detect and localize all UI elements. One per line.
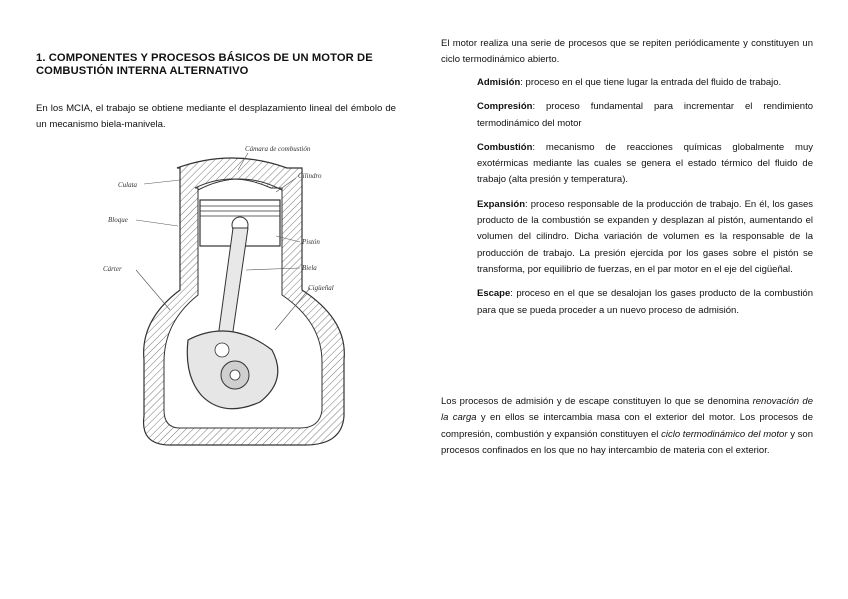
item-text: : proceso en el que tiene lugar la entrada del fluido de trabajo. — [520, 77, 782, 88]
engine-diagram — [100, 140, 365, 455]
closing-italic-1: renovación de la carga — [441, 396, 813, 424]
intro-paragraph: En los MCIA, el trabajo se obtiene mediante el desplazamiento lineal del émbolo de un mecanismo biela-manivela. — [36, 103, 396, 130]
label-cilindro: Cilindro — [298, 172, 322, 180]
label-camara: Cámara de combustión — [245, 145, 311, 153]
processes-intro: El motor realiza una serie de procesos que se repiten periódicamente y constituyen un ciclo termodinámico abierto. — [441, 38, 813, 66]
list-item — [477, 75, 813, 91]
item-term: Compresión — [477, 101, 533, 113]
closing-text-3: y son procesos confinados en los que no hay intercambio de materia con el exterior. — [441, 428, 813, 456]
item-term: Admisión — [477, 77, 521, 88]
heading-line-1: 1. COMPONENTES Y PROCESOS BÁSICOS DE UN MOTOR DE — [36, 52, 373, 64]
item-term: Escape — [477, 288, 511, 300]
item-term: Combustión — [477, 141, 533, 153]
label-ciguenal: Cigüeñal — [308, 284, 334, 292]
closing-text-2: y en ellos se intercambia masa con el exterior del motor. Los procesos de compresión, combustión y expansión constituyen el — [441, 412, 813, 440]
list-item — [477, 286, 813, 319]
list-item — [477, 197, 813, 278]
heading-line-2: COMBUSTIÓN INTERNA ALTERNATIVO — [36, 64, 249, 77]
closing-text-1: Los procesos de admisión y de escape constituyen lo que se denomina — [441, 396, 753, 407]
closing-paragraph — [441, 394, 813, 459]
item-text: : proceso en el que se desalojan los gases producto de la combustión para que se pueda proceder a un nuevo proceso de admisión. — [477, 288, 813, 316]
list-item — [477, 99, 813, 132]
section-heading — [36, 52, 406, 77]
item-text: : proceso fundamental para incrementar el rendimiento termodinámico del motor — [477, 101, 813, 129]
label-bloque: Bloque — [108, 216, 128, 224]
closing-italic-2: ciclo termodinámico del motor — [661, 428, 788, 440]
list-item — [477, 140, 813, 189]
label-biela: Biela — [302, 264, 317, 272]
item-text: : mecanismo de reacciones químicas globalmente muy exotérmicas mediante las cuales se genera el estado térmico del fluido de trabajo (alta presión y temperatura). — [477, 141, 813, 186]
process-list — [477, 75, 813, 327]
item-term: Expansión — [477, 198, 526, 210]
label-carter: Cárter — [103, 265, 122, 273]
label-piston: Pistón — [302, 238, 320, 246]
item-text: : proceso responsable de la producción de trabajo. En él, los gases producto de la combustión se expanden y desplazan al pistón, aumentando el volumen del cilindro. Dicha variación de volumen es la responsable de la producción de trabajo. La presión ejercida por los gases sobre el pistón se transforma, por equilibrio de fuerzas, en el par motor en el eje del cigüeñal. — [477, 198, 813, 275]
label-culata: Culata — [118, 181, 138, 189]
